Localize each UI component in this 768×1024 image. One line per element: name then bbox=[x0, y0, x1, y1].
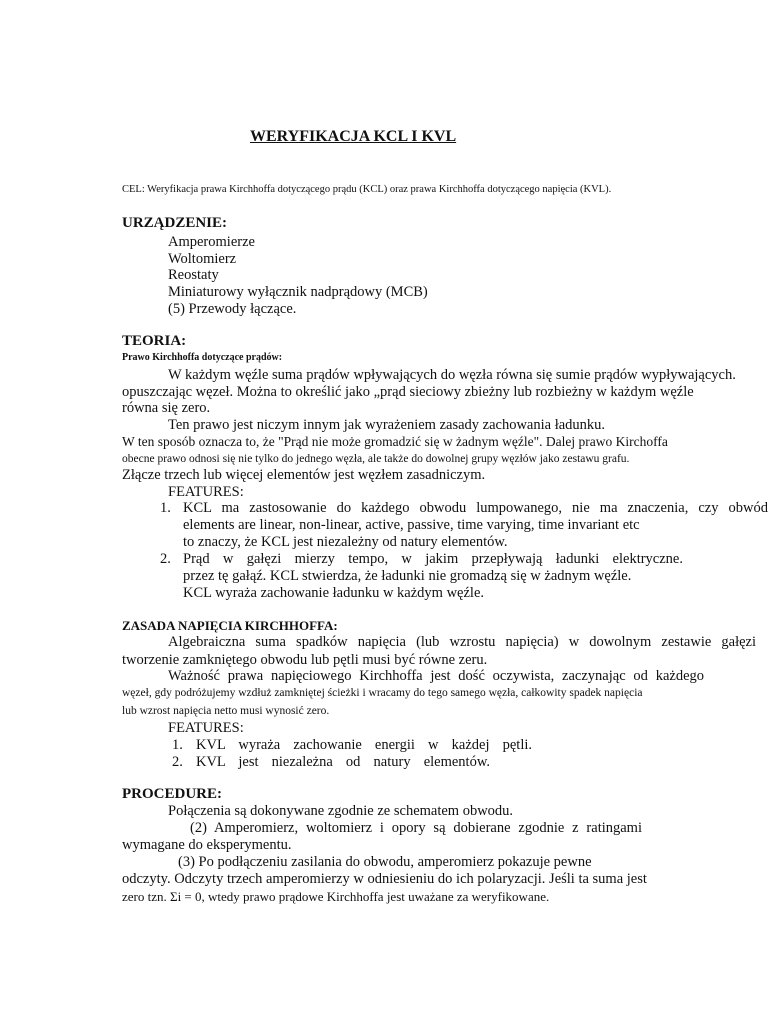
procedure-heading: PROCEDURE: bbox=[122, 786, 222, 802]
theory-line: W ten sposób oznacza to, że "Prąd nie może gromadzić się w żadnym węźle". Dalej prawo Kirchoffa bbox=[122, 434, 668, 449]
kcl-features-label: FEATURES: bbox=[168, 484, 244, 500]
equipment-item: (5) Przewody łączące. bbox=[168, 301, 297, 317]
procedure-line: (2) Amperomierz, woltomierz i opory są dobierane zgodnie z ratingami bbox=[190, 820, 642, 836]
theory-line: opuszczając węzeł. Można to określić jako „prąd sieciowy zbieżny lub rozbieżny w każdym węźle bbox=[122, 384, 694, 400]
kcl-feature-line: KCL wyraża zachowanie ładunku w każdym węźle. bbox=[183, 585, 485, 601]
kcl-feature-line: Prąd w gałęzi mierzy tempo, w jakim przepływają ładunki elektryczne. bbox=[183, 551, 683, 567]
procedure-line: Połączenia są dokonywane zgodnie ze schematem obwodu. bbox=[168, 803, 514, 819]
theory-line: równa się zero. bbox=[122, 400, 211, 416]
equipment-item: Reostaty bbox=[168, 267, 219, 283]
equipment-item: Woltomierz bbox=[168, 251, 237, 267]
equipment-heading: URZĄDZENIE: bbox=[122, 215, 228, 231]
kvl-feature-line: 1. KVL wyraża zachowanie energii w każdej pętli. bbox=[172, 737, 532, 753]
procedure-line: (3) Po podłączeniu zasilania do obwodu, amperomierz pokazuje pewne bbox=[178, 854, 592, 870]
procedure-line: odczyty. Odczyty trzech amperomierzy w odniesieniu do ich polaryzacji. Jeśli ta suma jest bbox=[122, 871, 647, 887]
kcl-feature-number: 2. bbox=[160, 551, 171, 567]
kcl-feature-number: 1. bbox=[160, 500, 171, 516]
kvl-features-label: FEATURES: bbox=[168, 720, 244, 736]
kvl-feature-line: 2. KVL jest niezależna od natury elementów. bbox=[172, 754, 490, 770]
procedure-line: zero tzn. Σi = 0, wtedy prawo prądowe Kirchhoffa jest uważane za weryfikowane. bbox=[122, 889, 550, 904]
kvl-line: lub wzrost napięcia netto musi wynosić zero. bbox=[122, 705, 330, 717]
objective-text: CEL: Weryfikacja prawa Kirchhoffa dotyczącego prądu (KCL) oraz prawa Kirchhoffa dotyczącego napięcia (KVL). bbox=[122, 184, 612, 195]
theory-line: Ten prawo jest niczym innym jak wyrażeniem zasady zachowania ładunku. bbox=[168, 417, 606, 433]
theory-heading: TEORIA: bbox=[122, 333, 187, 349]
kcl-feature-line: to znaczy, że KCL jest niezależny od natury elementów. bbox=[183, 534, 508, 550]
kvl-line: Ważność prawa napięciowego Kirchhoffa jest dość oczywista, zaczynając od każdego bbox=[168, 668, 704, 684]
theory-line: W każdym węźle suma prądów wpływających do węzła równa się sumie prądów wypływających. bbox=[168, 367, 736, 383]
kcl-feature-line: przez tę gałąź. KCL stwierdza, że ładunki nie gromadzą się w żadnym węźle. bbox=[183, 568, 632, 584]
equipment-item: Amperomierze bbox=[168, 234, 255, 250]
equipment-item: Miniaturowy wyłącznik nadprądowy (MCB) bbox=[168, 284, 428, 300]
procedure-line: wymagane do eksperymentu. bbox=[122, 837, 292, 853]
kcl-subheading: Prawo Kirchhoffa dotyczące prądów: bbox=[122, 352, 283, 363]
kvl-heading: ZASADA NAPIĘCIA KIRCHHOFFA: bbox=[122, 618, 338, 633]
document-title: WERYFIKACJA KCL I KVL bbox=[250, 128, 457, 145]
kvl-line: tworzenie zamkniętego obwodu lub pętli musi być równe zeru. bbox=[122, 652, 488, 668]
kvl-line: Algebraiczna suma spadków napięcia (lub wzrostu napięcia) w dowolnym zestawie gałęzi bbox=[168, 634, 756, 650]
theory-line: Złącze trzech lub więcej elementów jest węzłem zasadniczym. bbox=[122, 467, 486, 483]
kcl-feature-line: elements are linear, non-linear, active, passive, time varying, time invariant etc bbox=[183, 517, 640, 533]
theory-line: obecne prawo odnosi się nie tylko do jednego węzła, ale także do dowolnej grupy węzłów jako zestawu grafu. bbox=[122, 453, 630, 465]
kvl-line: węzeł, gdy podróżujemy wzdłuż zamkniętej ścieżki i wracamy do tego samego węzła, całkowity spadek napięcia bbox=[122, 687, 643, 699]
kcl-feature-line: KCL ma zastosowanie do każdego obwodu lumpowanego, nie ma znaczenia, czy obwód bbox=[183, 500, 768, 516]
